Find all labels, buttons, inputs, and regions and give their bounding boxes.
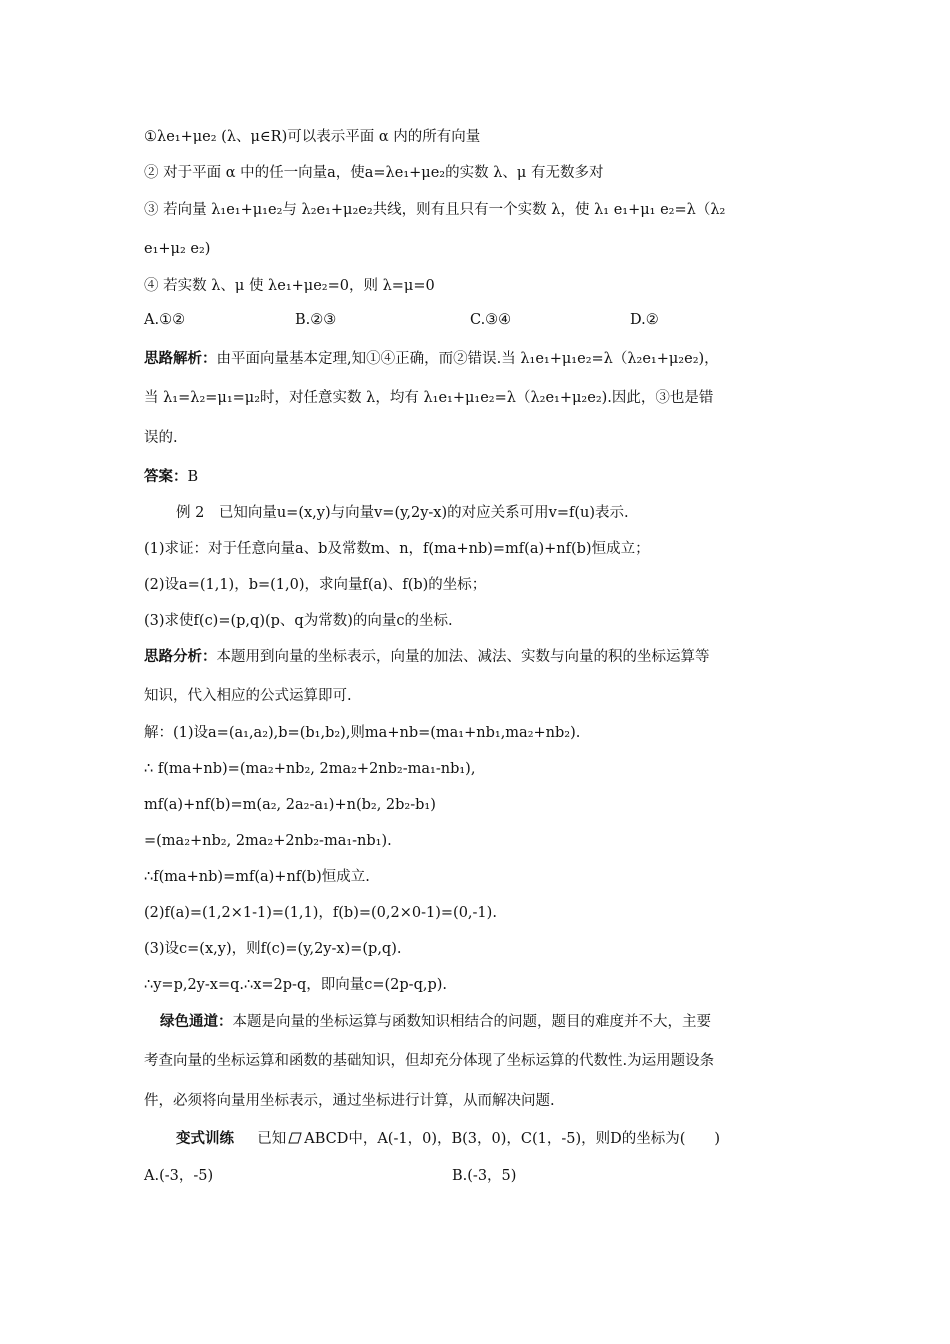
- option-a: A.①②: [144, 312, 186, 328]
- example-2-q1: (1)求证：对于任意向量a、b及常数m、n，f(ma+nb)=mf(a)+nf(b)恒成立；: [144, 541, 650, 557]
- answer-line: [144, 466, 810, 488]
- analysis-1-label: 思路解析：: [144, 350, 217, 367]
- green-channel-text-1: 本题是向量的坐标运算与函数知识相结合的问题，题目的难度并不大，主要: [232, 1014, 711, 1030]
- analysis-1-line-3: 误的.: [144, 430, 178, 446]
- answer-label: 答案：: [144, 468, 188, 485]
- statement-3-line-2: e₁+μ₂ e₂): [144, 241, 211, 257]
- solution-line-6: (2)f(a)=(1,2×1-1)=(1,1)，f(b)=(0,2×0-1)=(0,-1).: [144, 905, 497, 921]
- option-d: D.②: [630, 312, 659, 328]
- green-channel-line-2: 考查向量的坐标运算和函数的基础知识，但却充分体现了坐标运算的代数性.为运用题设条: [144, 1053, 715, 1069]
- solution-line-1: 解：(1)设a=(a₁,a₂),b=(b₁,b₂),则ma+nb=(ma₁+nb₁,ma₂+nb₂).: [144, 725, 581, 741]
- option-c: C.③④: [470, 312, 512, 328]
- statement-4: ④ 若实数 λ、μ 使 λe₁+μe₂=0，则 λ=μ=0: [144, 278, 435, 294]
- analysis-1-text-1: 由平面向量基本定理,知①④正确，而②错误.当 λ₁e₁+μ₁e₂=λ（λ₂e₁+μ₂e₂)，: [216, 351, 719, 367]
- variant-option-b: B.(-3，5): [452, 1168, 517, 1184]
- variant-text-pre: 已知: [257, 1131, 287, 1147]
- analysis-2-label: 思路分析：: [144, 648, 217, 665]
- green-channel-label: 绿色通道：: [160, 1013, 233, 1030]
- analysis-2-line-2: 知识，代入相应的公式运算即可.: [144, 688, 352, 704]
- solution-line-5: ∴f(ma+nb)=mf(a)+nf(b)恒成立.: [144, 869, 370, 885]
- example-2-q3: (3)求使f(c)=(p,q)(p、q为常数)的向量c的坐标.: [144, 613, 453, 629]
- statement-3-line-1: ③ 若向量 λ₁e₁+μ₁e₂与 λ₂e₁+μ₂e₂共线，则有且只有一个实数 λ，使 λ₁ e₁+μ₁ e₂=λ（λ₂: [144, 202, 726, 218]
- solution-line-7: (3)设c=(x,y)，则f(c)=(y,2y-x)=(p,q).: [144, 941, 402, 957]
- analysis-1-line-1: [144, 348, 810, 370]
- example-2-q2: (2)设a=(1,1)，b=(1,0)，求向量f(a)、f(b)的坐标；: [144, 577, 487, 593]
- green-channel-line-3: 件，必须将向量用坐标表示，通过坐标进行计算，从而解决问题.: [144, 1093, 555, 1109]
- solution-line-8: ∴y=p,2y-x=q.∴x=2p-q，即向量c=(2p-q,p).: [144, 977, 448, 993]
- analysis-2-line-1: [144, 646, 810, 668]
- variant-training-label: 变式训练: [176, 1130, 234, 1147]
- solution-line-2: ∴ f(ma+nb)=(ma₂+nb₂, 2ma₂+2nb₂-ma₁-nb₁),: [144, 761, 476, 777]
- solution-line-4: =(ma₂+nb₂, 2ma₂+2nb₂-ma₁-nb₁).: [144, 833, 392, 849]
- analysis-2-text-1: 本题用到向量的坐标表示，向量的加法、减法、实数与向量的积的坐标运算等: [216, 649, 710, 665]
- analysis-1-line-2: 当 λ₁=λ₂=μ₁=μ₂时，对任意实数 λ，均有 λ₁e₁+μ₁e₂=λ（λ₂e₁+μ₂e₂).因此，③也是错: [144, 390, 714, 406]
- green-channel-line-1: [160, 1011, 810, 1033]
- variant-option-a: A.(-3，-5): [144, 1168, 214, 1184]
- option-b: B.②③: [295, 312, 337, 328]
- parallelogram-icon: [288, 1132, 302, 1144]
- variant-text-post: ABCD中，A(-1，0)，B(3，0)，C(1，-5)，则D的坐标为( ): [304, 1131, 721, 1147]
- statement-2: ② 对于平面 α 中的任一向量a，使a=λe₁+μe₂的实数 λ、μ 有无数多对: [144, 165, 604, 181]
- statement-1: ①λe₁+μe₂ (λ、μ∈R)可以表示平面 α 内的所有向量: [144, 129, 481, 145]
- variant-training-line: [176, 1128, 810, 1150]
- answer-value: B: [187, 469, 199, 485]
- solution-line-3: mf(a)+nf(b)=m(a₂, 2a₂-a₁)+n(b₂, 2b₂-b₁): [144, 797, 436, 813]
- example-2-title: 例 2 已知向量u=(x,y)与向量v=(y,2y-x)的对应关系可用v=f(u)表示.: [176, 505, 629, 521]
